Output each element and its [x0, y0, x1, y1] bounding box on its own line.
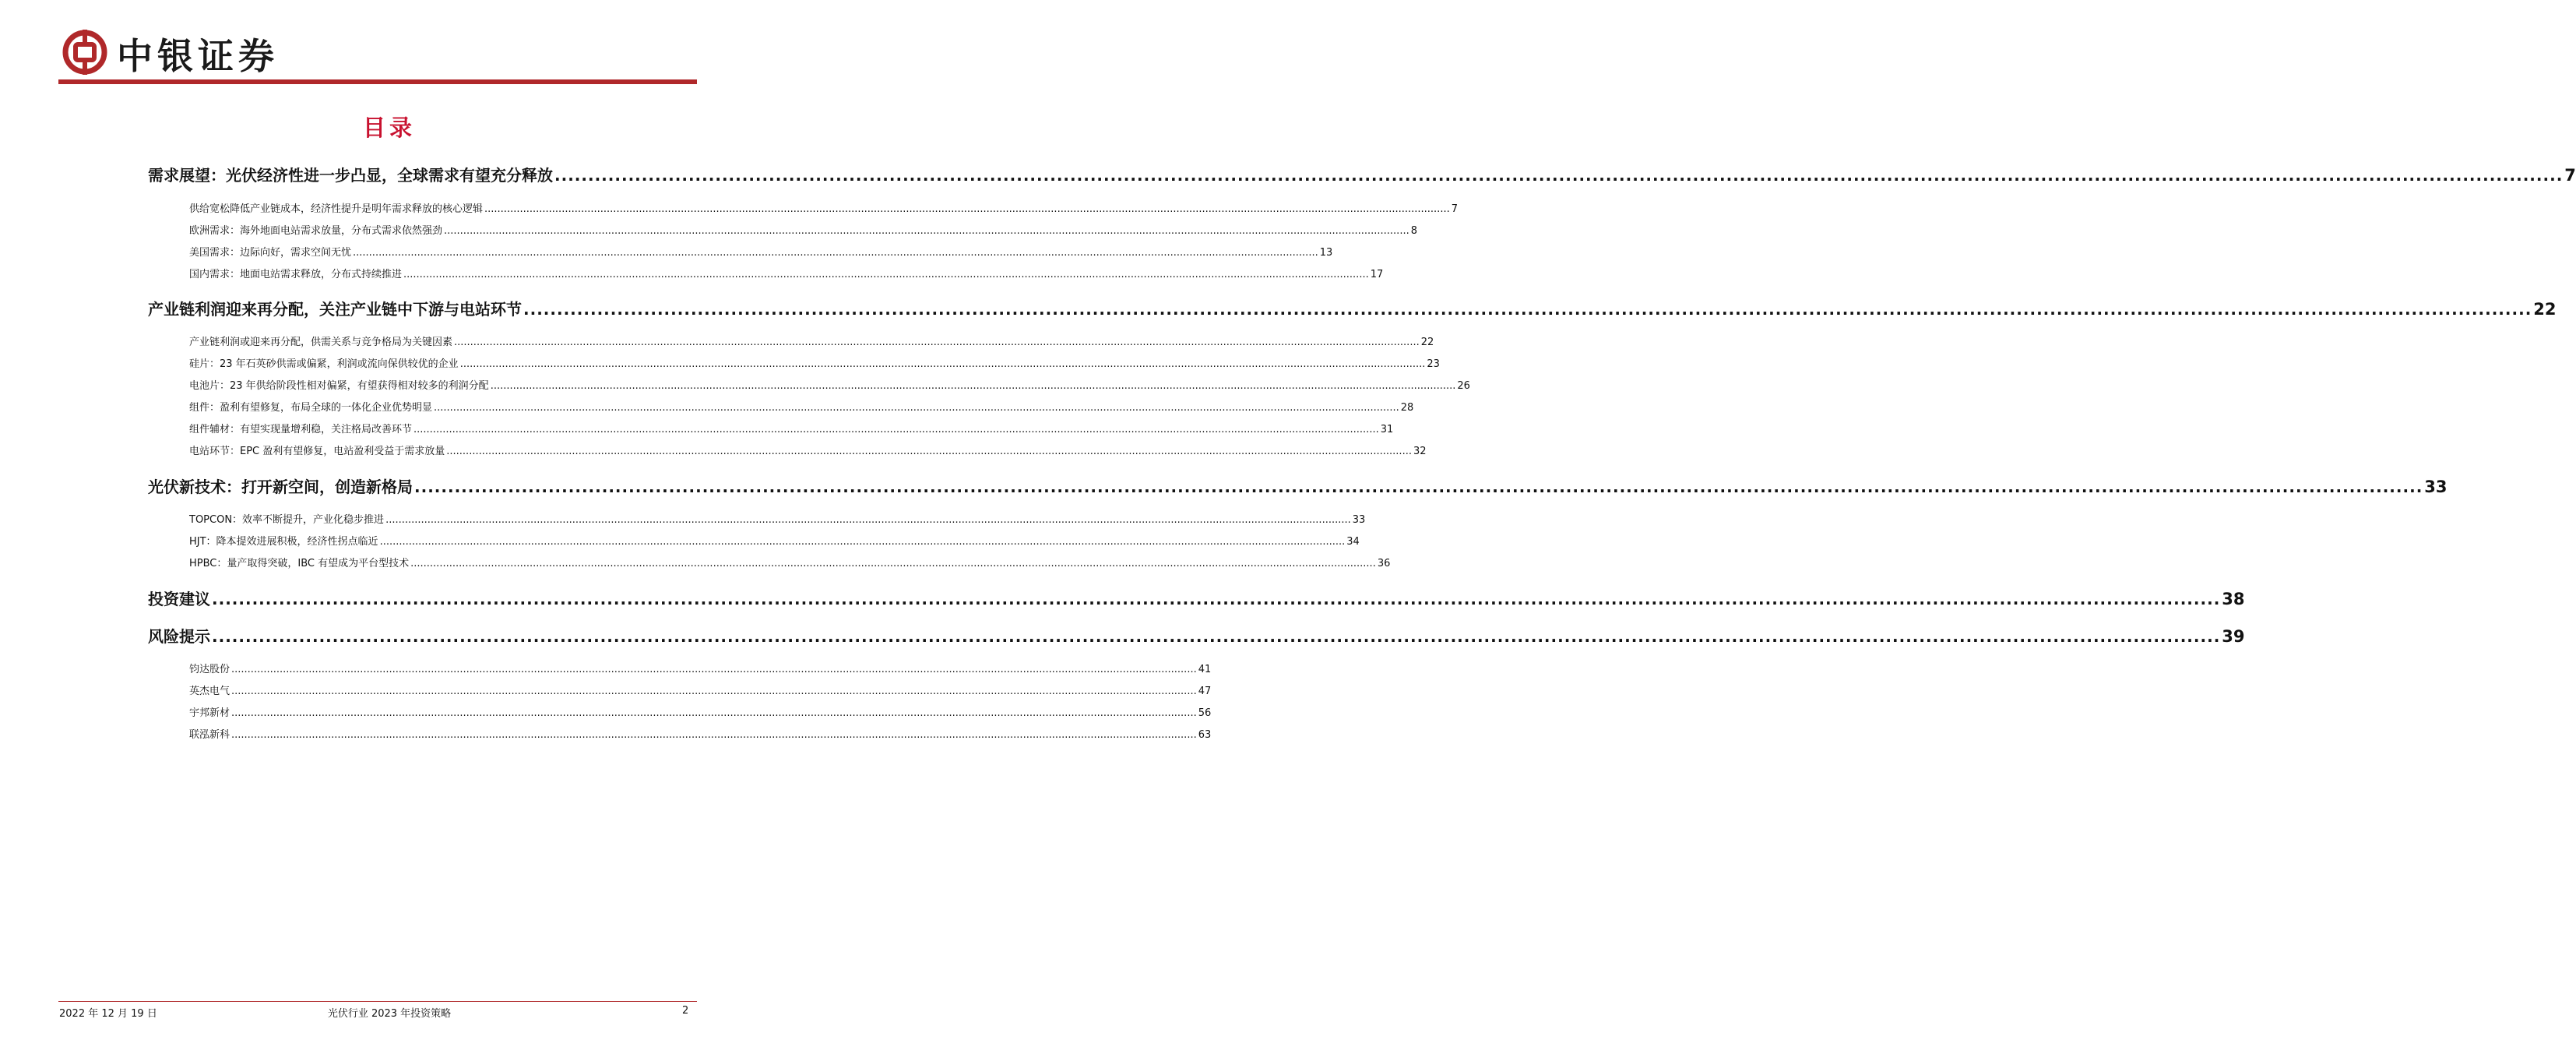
toc-item[interactable] [189, 511, 1366, 526]
toc-leader: ............................................................................................................................................................................................................................................................................................................ [459, 358, 1426, 370]
page-header [0, 0, 740, 87]
toc-page-number: 13 [1319, 247, 1333, 259]
toc-item[interactable] [189, 244, 1333, 259]
toc-page-number: 8 [1410, 225, 1417, 237]
toc-page-number: 31 [1380, 424, 1394, 435]
toc-item[interactable] [189, 661, 1212, 675]
toc-leader: ............................................................................................................................................................................................................................................................................................................ [403, 269, 1369, 280]
toc-page-number: 33 [2424, 478, 2448, 496]
toc-leader: ............................................................................................................................................................................................................................................................................................................ [446, 446, 1412, 457]
toc-section-4[interactable] [148, 587, 2245, 609]
toc-item-text: 欧洲需求：海外地面电站需求放量，分布式需求依然强劲 [189, 225, 443, 237]
brand-name: 中银证券 [117, 35, 279, 77]
toc-section-5[interactable] [148, 624, 2245, 647]
toc-section-2[interactable] [148, 297, 2557, 319]
toc-leader: ............................................................................................................................................................................................................................................................................................................ [414, 478, 2423, 496]
toc-item[interactable] [189, 333, 1434, 348]
toc-section-1[interactable] [148, 163, 2576, 185]
toc-item[interactable] [189, 682, 1212, 697]
toc-item[interactable] [189, 399, 1414, 414]
toc-item-text: HPBC：量产取得突破，IBC 有望成为平台型技术 [189, 558, 410, 569]
toc-item-text: 美国需求：边际向好，需求空间无忧 [189, 247, 352, 259]
toc-item-text: 组件辅材：有望实现量增利稳，关注格局改善环节 [189, 424, 413, 435]
toc-page-number: 41 [1198, 664, 1212, 675]
toc-item-text: 产业链利润或迎来再分配，供需关系与竞争格局为关键因素 [189, 337, 453, 348]
toc-page-number: 23 [1427, 358, 1440, 370]
toc-page-number: 63 [1198, 729, 1212, 741]
toc-leader: ............................................................................................................................................................................................................................................................................................................ [434, 402, 1399, 414]
toc-item[interactable] [189, 533, 1360, 548]
toc-section-title: 产业链利润迎来再分配，关注产业链中下游与电站环节 [148, 300, 522, 319]
toc-item-text: 国内需求：地面电站需求释放，分布式持续推进 [189, 269, 403, 280]
toc-leader: ............................................................................................................................................................................................................................................................................................................ [231, 664, 1197, 675]
toc-item[interactable] [189, 704, 1212, 719]
bank-of-china-logo-icon [62, 30, 107, 75]
toc-leader: ............................................................................................................................................................................................................................................................................................................ [379, 536, 1346, 548]
toc-page-number: 32 [1413, 446, 1427, 457]
toc-item-text: 电站环节：EPC 盈利有望修复，电站盈利受益于需求放量 [189, 446, 445, 457]
toc-page-number: 7 [2564, 166, 2576, 185]
toc-leader: ............................................................................................................................................................................................................................................................................................................ [454, 337, 1420, 348]
toc-page-number: 22 [2533, 300, 2557, 319]
toc-item[interactable] [189, 355, 1440, 370]
toc-leader: ............................................................................................................................................................................................................................................................................................................ [484, 203, 1450, 215]
footer-page-number: 2 [682, 1005, 689, 1017]
toc-page-number: 33 [1352, 514, 1366, 526]
toc-item-text: 供给宽松降低产业链成本，经济性提升是明年需求释放的核心逻辑 [189, 203, 484, 215]
toc-leader: ............................................................................................................................................................................................................................................................................................................ [385, 514, 1351, 526]
toc-leader: ............................................................................................................................................................................................................................................................................................................ [353, 247, 1318, 259]
toc-page-number: 56 [1198, 707, 1212, 719]
toc-item-text: 钧达股份 [189, 664, 231, 675]
toc-page-number: 26 [1457, 380, 1470, 392]
toc-item[interactable] [189, 421, 1394, 435]
toc-page-number: 28 [1400, 402, 1414, 414]
footer-divider [58, 1001, 697, 1002]
toc-leader: ............................................................................................................................................................................................................................................................................................................ [231, 729, 1197, 741]
toc-page-number: 39 [2222, 627, 2245, 646]
toc-title: 目录 [362, 115, 416, 141]
toc-item-text: 电池片：23 年供给阶段性相对偏紧，有望获得相对较多的利润分配 [189, 380, 489, 392]
toc-page-number: 22 [1420, 337, 1434, 348]
toc-item-text: 联泓新科 [189, 729, 231, 741]
toc-item[interactable] [189, 555, 1391, 569]
toc-section-title: 风险提示 [148, 627, 210, 646]
toc-leader: ............................................................................................................................................................................................................................................................................................................ [231, 707, 1197, 719]
toc-item-text: 英杰电气 [189, 686, 231, 697]
toc-page-number: 36 [1377, 558, 1391, 569]
footer-report-title: 光伏行业 2023 年投资策略 [327, 1008, 452, 1020]
toc-item-text: 硅片：23 年石英砂供需或偏紧，利润或流向保供较优的企业 [189, 358, 459, 370]
toc-page-number: 47 [1198, 686, 1212, 697]
toc-section-3[interactable] [148, 474, 2448, 497]
toc-page-number: 17 [1370, 269, 1384, 280]
toc-item[interactable] [189, 200, 1458, 215]
toc-item-text: HJT：降本提效进展积极，经济性拐点临近 [189, 536, 378, 548]
toc-leader: ............................................................................................................................................................................................................................................................................................................ [231, 686, 1197, 697]
toc-leader: ............................................................................................................................................................................................................................................................................................................ [212, 627, 2221, 646]
toc-section-title: 光伏新技术：打开新空间，创造新格局 [148, 478, 413, 496]
toc-page-number: 34 [1346, 536, 1360, 548]
toc-leader: ............................................................................................................................................................................................................................................................................................................ [410, 558, 1376, 569]
toc-item[interactable] [189, 377, 1470, 392]
toc-item-text: 宇邦新材 [189, 707, 231, 719]
toc-leader: ............................................................................................................................................................................................................................................................................................................ [212, 590, 2221, 608]
toc-leader: ............................................................................................................................................................................................................................................................................................................ [413, 424, 1379, 435]
toc-leader: ............................................................................................................................................................................................................................................................................................................ [554, 166, 2564, 185]
toc-leader: ............................................................................................................................................................................................................................................................................................................ [523, 300, 2532, 319]
footer-date: 2022 年 12 月 19 日 [59, 1008, 157, 1020]
toc-section-title: 需求展望：光伏经济性进一步凸显，全球需求有望充分释放 [148, 166, 553, 185]
toc-page-number: 7 [1451, 203, 1458, 215]
toc-page-number: 38 [2222, 590, 2245, 608]
toc-item[interactable] [189, 266, 1384, 280]
toc-item[interactable] [189, 726, 1212, 741]
toc-leader: ............................................................................................................................................................................................................................................................................................................ [444, 225, 1409, 237]
toc-item[interactable] [189, 222, 1417, 237]
header-divider [58, 79, 697, 84]
toc-item[interactable] [189, 442, 1427, 457]
toc-item-text: 组件：盈利有望修复，布局全球的一体化企业优势明显 [189, 402, 433, 414]
toc-leader: ............................................................................................................................................................................................................................................................................................................ [490, 380, 1456, 392]
toc-section-title: 投资建议 [148, 590, 210, 608]
toc-item-text: TOPCON：效率不断提升，产业化稳步推进 [189, 514, 385, 526]
